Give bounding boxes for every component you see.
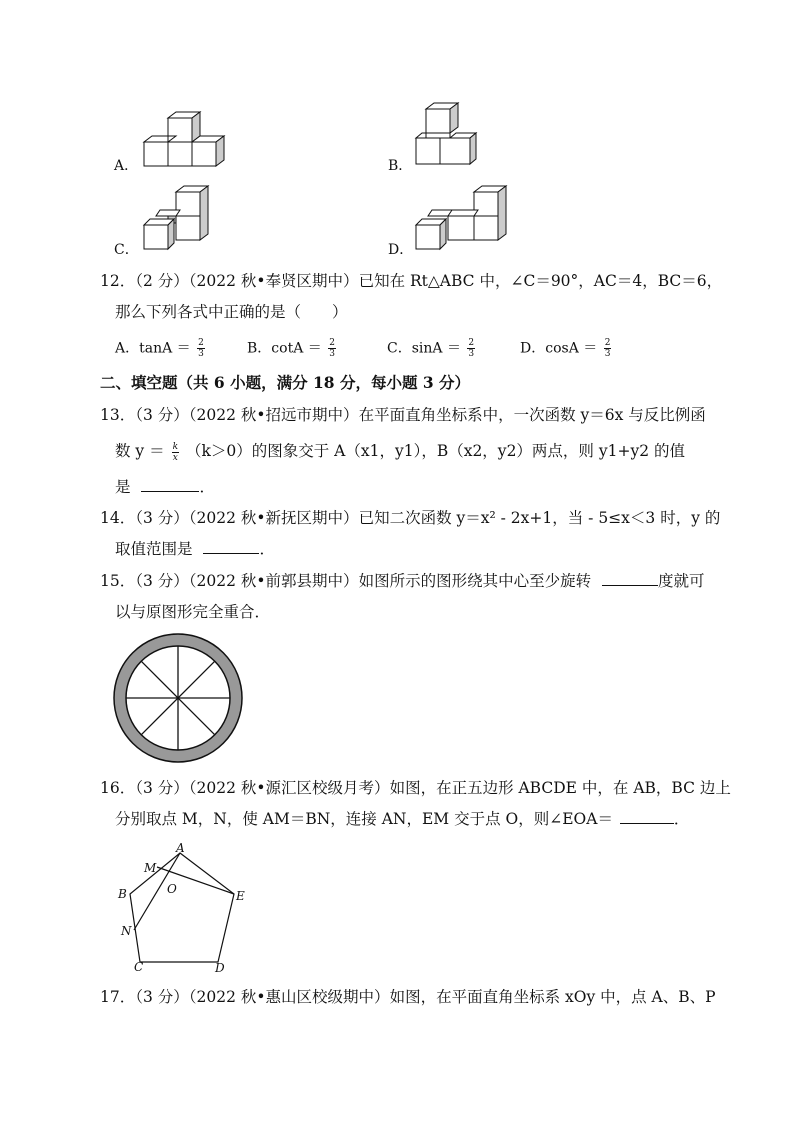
q16-label-n: N bbox=[121, 924, 132, 938]
q12-score: （2 分） bbox=[135, 272, 189, 290]
q11-option-c-label: C． bbox=[114, 242, 139, 258]
q15-stem-2: 以与原图形完全重合． bbox=[115, 603, 271, 621]
q17-score: （3 分） bbox=[135, 988, 189, 1006]
q16-score: （3 分） bbox=[135, 779, 189, 797]
q12-option-a[interactable]: A．tanA ＝ $\frac{2}{3}$ bbox=[115, 338, 204, 359]
q12-option-a-fraction: $\frac{2}{3}$ bbox=[198, 338, 204, 359]
q15-stem-1: 如图所示的图形绕其中心至少旋转 bbox=[358, 572, 592, 590]
section-2-title: 二、填空题（共 6 小题，满分 18 分，每小题 3 分） bbox=[100, 373, 471, 392]
q11-option-a-figure bbox=[140, 110, 235, 172]
q13-line-3: 是 ． bbox=[115, 478, 215, 496]
q13-score: （3 分） bbox=[135, 406, 189, 424]
q17-number: 17． bbox=[100, 988, 136, 1006]
q15-score: （3 分） bbox=[135, 572, 189, 590]
q11-option-b-label: B． bbox=[388, 158, 413, 174]
q16-label-a: A bbox=[176, 841, 185, 855]
q15-number: 15． bbox=[100, 572, 136, 590]
q13-source: （2022 秋•招远市期中） bbox=[188, 406, 359, 424]
q12-stem-1: 已知在 Rt△ABC 中，∠C＝90°，AC＝4，BC＝6， bbox=[358, 272, 723, 290]
q13-stem-1: 在平面直角坐标系中，一次函数 y＝6x 与反比例函 bbox=[358, 406, 706, 424]
q14-stem-1: 已知二次函数 y＝x² - 2x+1，当 - 5≤x＜3 时，y 的 bbox=[358, 509, 721, 527]
q13-number: 13． bbox=[100, 406, 136, 424]
q12-stem-2: 那么下列各式中正确的是（ ） bbox=[115, 303, 348, 321]
q15-line-1: 15．（3 分）（2022 秋•前郭县期中）如图所示的图形绕其中心至少旋转 度就可 bbox=[100, 572, 705, 590]
q16-source: （2022 秋•源汇区校级月考） bbox=[188, 779, 390, 797]
q16-line-1 bbox=[100, 777, 731, 799]
q14-line-1 bbox=[100, 507, 720, 529]
q15-ring-figure bbox=[112, 632, 244, 764]
q16-line-2: 分别取点 M，N，使 AM＝BN，连接 AN，EM 交于点 O，则∠EOA＝ ． bbox=[115, 810, 690, 828]
q14-answer-blank[interactable] bbox=[203, 539, 259, 554]
q17-source: （2022 秋•惠山区校级期中） bbox=[188, 988, 390, 1006]
q12-option-d-fraction: $\frac{2}{3}$ bbox=[604, 338, 611, 359]
q16-label-m: M bbox=[144, 861, 157, 875]
q17-line-1 bbox=[100, 986, 716, 1008]
q16-number: 16． bbox=[100, 779, 136, 797]
q16-label-o: O bbox=[167, 882, 177, 896]
q11-option-d-figure bbox=[412, 183, 512, 253]
q12-option-b-fraction: $\frac{2}{3}$ bbox=[329, 338, 335, 359]
q12-option-d[interactable]: D．cosA ＝ $\frac{2}{3}$ bbox=[520, 338, 611, 359]
q13-line-1 bbox=[100, 404, 706, 426]
q16-label-e: E bbox=[236, 889, 245, 903]
q16-answer-blank[interactable] bbox=[620, 809, 674, 824]
q16-pentagon-figure bbox=[112, 838, 262, 974]
q16-label-c: C bbox=[134, 960, 144, 974]
q15-source: （2022 秋•前郭县期中） bbox=[188, 572, 359, 590]
q13-fraction: $\frac{k}{x}$ bbox=[172, 441, 179, 463]
q13-line-2: 数 y ＝ $\frac{k}{x}$ （k＞0）的图象交于 A（x1，y1），B（x2，y2）两点，则 y1+y2 的值 bbox=[115, 441, 686, 463]
q12-source: （2022 秋•奉贤区期中） bbox=[188, 272, 359, 290]
q11-option-d-label: D． bbox=[388, 242, 414, 258]
q12-option-b[interactable]: B．cotA ＝ $\frac{2}{3}$ bbox=[247, 338, 335, 359]
q12-option-c[interactable]: C．sinA ＝ $\frac{2}{3}$ bbox=[387, 338, 475, 359]
q16-label-b: B bbox=[118, 887, 127, 901]
q14-score: （3 分） bbox=[135, 509, 189, 527]
q14-source: （2022 秋•新抚区期中） bbox=[188, 509, 359, 527]
q11-option-b-figure bbox=[412, 100, 482, 170]
q14-line-2: 取值范围是 ． bbox=[115, 540, 275, 558]
q15-answer-blank[interactable] bbox=[602, 571, 658, 586]
q12-number: 12． bbox=[100, 272, 136, 290]
q16-label-d: D bbox=[215, 961, 225, 974]
q13-answer-blank[interactable] bbox=[141, 477, 199, 492]
q12-line-1 bbox=[100, 270, 722, 292]
q16-stem-1: 如图，在正五边形 ABCDE 中，在 AB，BC 边上 bbox=[389, 779, 731, 797]
q11-option-c-figure bbox=[140, 183, 215, 253]
q17-stem-1: 如图，在平面直角坐标系 xOy 中，点 A、B、P bbox=[389, 988, 716, 1006]
q12-option-c-fraction: $\frac{2}{3}$ bbox=[468, 338, 475, 359]
q11-option-a-label: A． bbox=[114, 158, 139, 174]
q14-number: 14． bbox=[100, 509, 136, 527]
